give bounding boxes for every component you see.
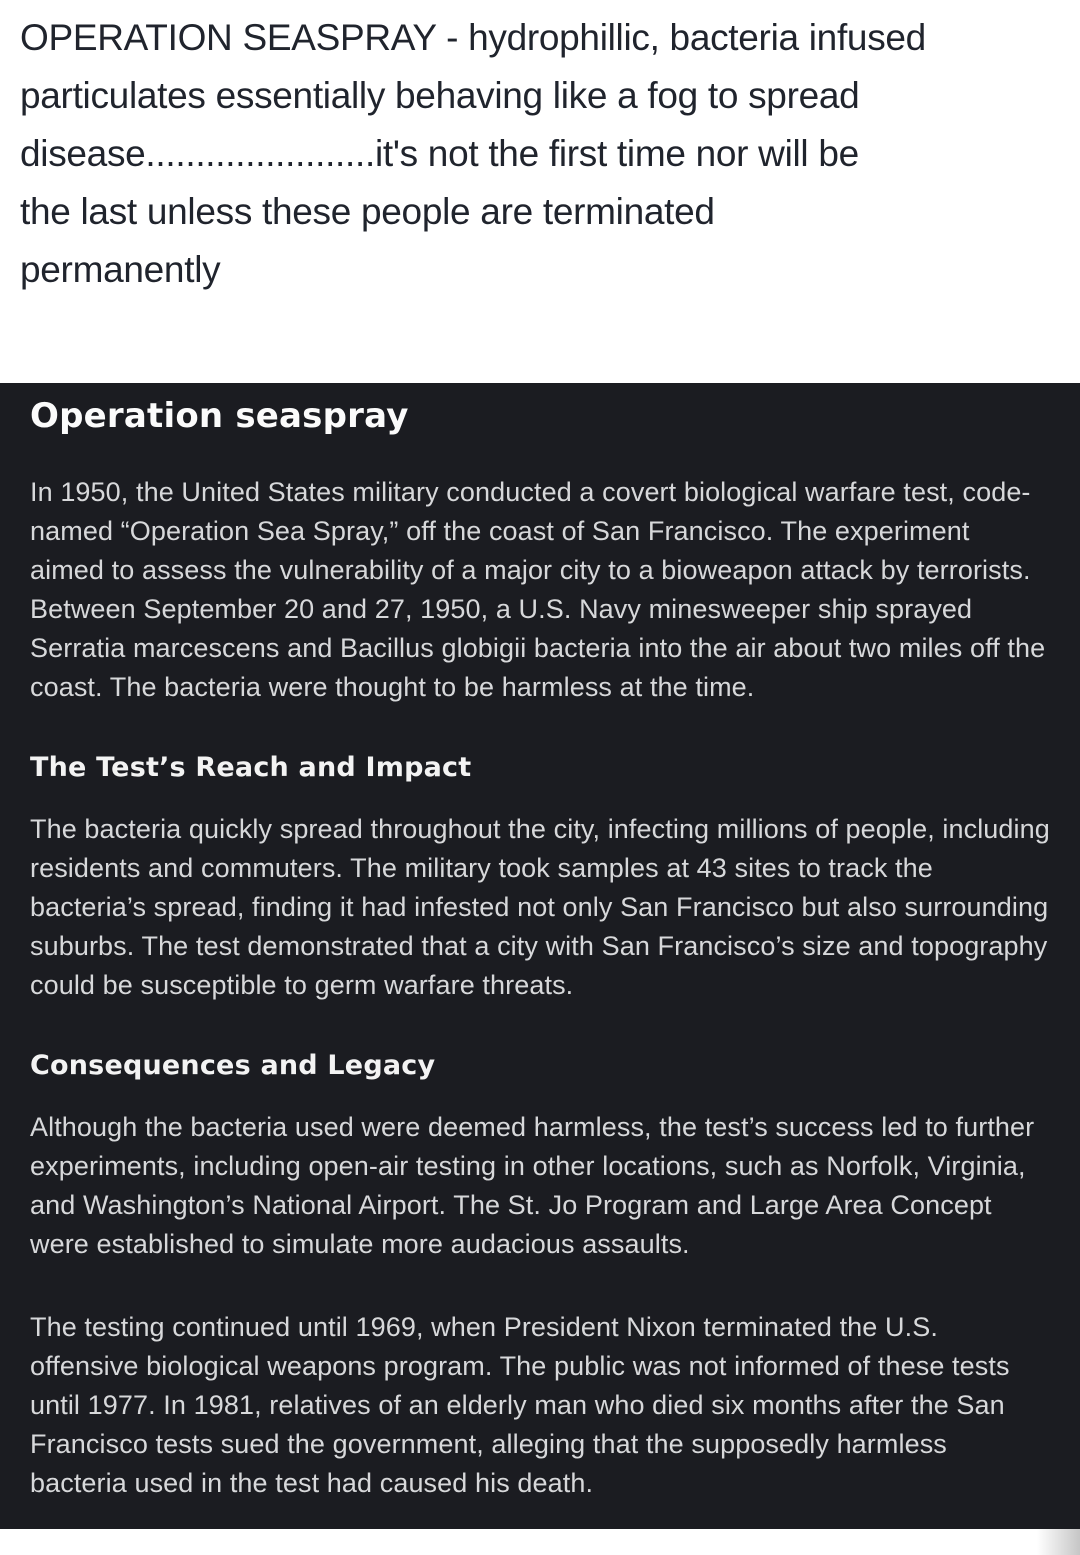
section-body-consequences-legacy: Although the bacteria used were deemed harmless, the test’s success led to further experiments, including open-air testing in other locations, such as Norfolk, Virginia, and Washington’s National Airport. The St. Jo Program and Large Area Concept were established to simulate more audacious assaults. (30, 1112, 1035, 1259)
card-closing-paragraph: The testing continued until 1969, when President Nixon terminated the U.S. offensive biological weapons program. The public was not informed of these tests until 1977. In 1981, relatives of an elderly man who died six months after the San Francisco tests sued the government, alleging that the supposedly harmless bacteria used in the test had caused his death. (30, 1312, 1010, 1498)
user-commentary (0, 0, 1080, 383)
ai-answer-card (0, 383, 1080, 1529)
card-title: Operation seaspray (30, 396, 409, 436)
commentary-line: the last unless these people are terminated (20, 191, 715, 232)
commentary-line: particulates essentially behaving like a fog to spread (20, 75, 860, 116)
commentary-line: OPERATION SEASPRAY - hydrophillic, bacteria infused (20, 17, 926, 58)
section-body-reach-impact: The bacteria quickly spread throughout the city, infecting millions of people, including residents and commuters. The military took samples at 43 sites to track the bacteria’s spread, finding it had infested not only San Francisco but also surrounding suburbs. The test demonstrated that a city with San Francisco’s size and topography could be susceptible to germ warfare threats. (30, 814, 1050, 1000)
section-heading-reach-impact: The Test’s Reach and Impact (30, 752, 472, 783)
commentary-line: disease.......................it's not the first time nor will be (20, 133, 859, 174)
bottom-margin-strip (0, 1529, 1080, 1555)
card-intro-paragraph: In 1950, the United States military conducted a covert biological warfare test, code-named “Operation Sea Spray,” off the coast of San Francisco. The experiment aimed to assess the vulnerability of a major city to a bioweapon attack by terrorists. Between September 20 and 27, 1950, a U.S. Navy minesweeper ship sprayed Serratia marcescens and Bacillus globigii bacteria into the air about two miles off the coast. The bacteria were thought to be harmless at the time. (30, 477, 1046, 702)
section-heading-consequences-legacy: Consequences and Legacy (30, 1050, 436, 1081)
commentary-line: permanently (20, 249, 221, 290)
